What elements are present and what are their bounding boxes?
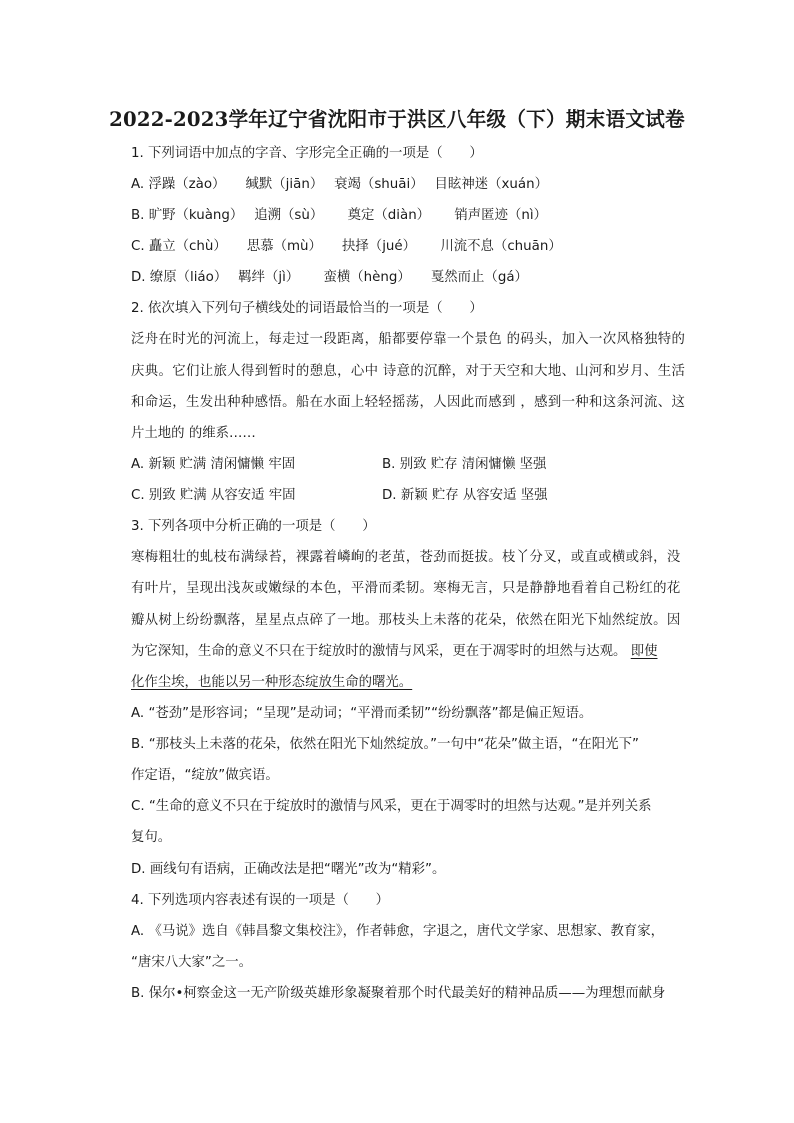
question-4-option-a-cont: “唐宋八大家”之一。: [131, 955, 252, 970]
question-2-stem: 2. 依次填入下列句子横线处的词语最恰当的一项是（ ）: [131, 301, 483, 316]
question-1-option-a: A. 浮躁（zào） 缄默（jiān） 衰竭（shuāi） 目眩神迷（xuán）: [131, 177, 548, 192]
question-3-passage-line: 有叶片，呈现出浅灰或嫩绿的本色，平滑而柔韧。寒梅无言，只是静静地看着自己粉红的花: [131, 581, 681, 596]
question-1-option-d: D. 缭原（liáo） 羁绊（jì） 蛮横（hèng） 戛然而止（gá）: [131, 270, 528, 285]
question-4-option-b: B. 保尔•柯察金这一无产阶级英雄形象凝聚着那个时代最美好的精神品质——为理想而献身: [131, 986, 666, 1001]
question-2-option-b: B. 别致 贮存 清闲慵懒 坚强: [382, 457, 547, 472]
question-3-option-a: A. “苍劲”是形容词；“呈现”是动词；“平滑而柔韧”“纷纷飘落”都是偏正短语。: [131, 706, 593, 721]
question-3-option-c-cont: 复句。: [131, 830, 172, 845]
question-2-option-a: A. 新颖 贮满 清闲慵懒 牢固: [131, 457, 296, 472]
underlined-sentence: 即使: [630, 644, 658, 659]
question-2-passage-line: 片土地的 的维系……: [131, 426, 256, 441]
question-4-stem: 4. 下列选项内容表述有误的一项是（ ）: [131, 893, 390, 908]
question-2-passage-line: 泛舟在时光的河流上，每走过一段距离，船都要停靠一个景色 的码头，加入一次风格独特的: [131, 332, 686, 347]
page-title: 2022-2023学年辽宁省沈阳市于洪区八年级（下）期末语文试卷: [109, 107, 685, 131]
question-2-option-c: C. 别致 贮满 从容安适 牢固: [131, 488, 296, 503]
question-2-passage-line: 庆典。它们让旅人得到暂时的憩息，心中 诗意的沉醉，对于天空和大地、山河和岁月、生活: [131, 364, 686, 379]
question-1-stem: 1. 下列词语中加点的字音、字形完全正确的一项是（ ）: [131, 146, 483, 161]
underlined-sentence: 化作尘埃，也能以另一种形态绽放生命的曙光。: [131, 675, 413, 690]
question-2-passage-line: 和命运，生发出种种感悟。船在水面上轻轻摇荡，人因此而感到 ，感到一种和这条河流、这: [131, 395, 686, 410]
question-3-stem: 3. 下列各项中分析正确的一项是（ ）: [131, 519, 376, 534]
question-1-option-b: B. 旷野（kuàng） 追溯（sù） 奠定（diàn） 销声匿迹（nì）: [131, 208, 547, 223]
question-1-option-c: C. 矗立（chù） 思慕（mù） 抉择（jué） 川流不息（chuān）: [131, 239, 562, 254]
question-3-option-c: C. “生命的意义不只在于绽放时的激情与风采，更在于凋零时的坦然与达观。”是并列关系: [131, 799, 652, 814]
question-2-option-d: D. 新颖 贮存 从容安适 坚强: [382, 488, 548, 503]
question-3-passage-line: 寒梅粗壮的虬枝布满绿苔，裸露着嶙峋的老茧，苍劲而挺拔。枝丫分叉，或直或横或斜，没: [131, 550, 681, 565]
question-3-passage-line: [131, 642, 658, 662]
question-4-option-a: A. 《马说》选自《韩昌黎文集校注》，作者韩愈，字退之，唐代文学家、思想家、教育家，: [131, 924, 664, 939]
passage-text: 为它深知，生命的意义不只在于绽放时的激情与风采，更在于凋零时的坦然与达观。: [131, 644, 627, 659]
question-3-option-b: B. “那枝头上未落的花朵，依然在阳光下灿然绽放。”一句中“花朵”做主语，“在阳光下”: [131, 737, 639, 752]
question-3-option-d: D. 画线句有语病，正确改法是把“曙光”改为“精彩”。: [131, 862, 446, 877]
question-3-passage-line: 瓣从树上纷纷飘落，星星点点碎了一地。那枝头上未落的花朵，依然在阳光下灿然绽放。因: [131, 613, 681, 628]
question-3-option-b-cont: 作定语，“绽放”做宾语。: [131, 768, 279, 783]
